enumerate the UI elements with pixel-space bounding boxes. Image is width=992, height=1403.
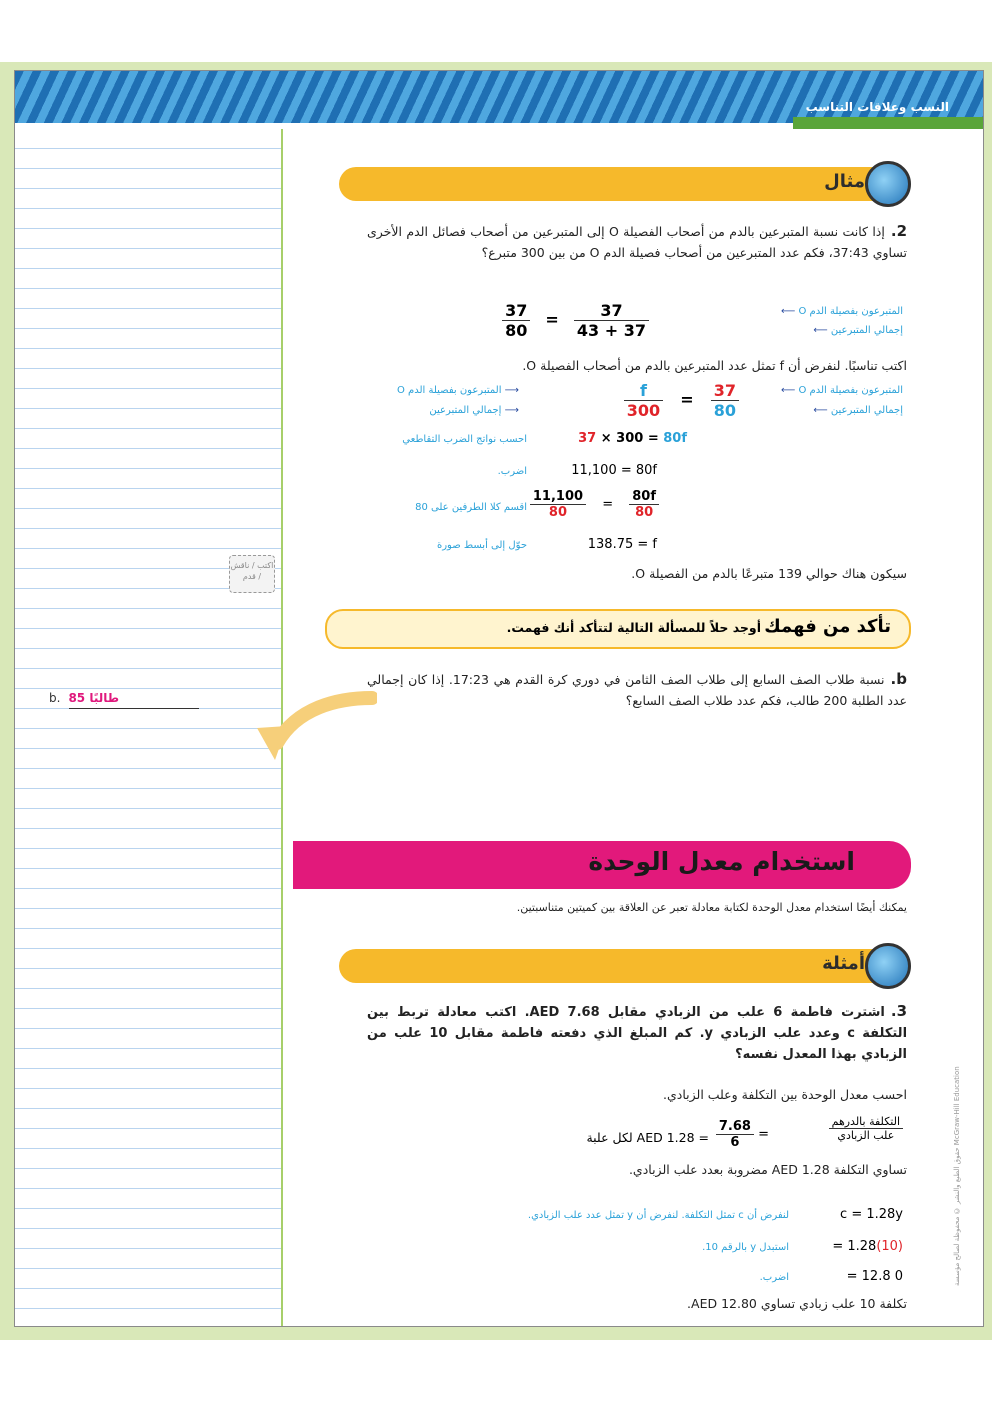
step1-b: × 300 = [600, 431, 659, 446]
label-total-2-text: إجمالي المتبرعين [830, 405, 903, 416]
answer-line [69, 708, 199, 709]
word-fraction [829, 1115, 903, 1142]
label-o-1-text: المتبرعون بفصيلة الدم O [798, 306, 903, 317]
label-o-2: المتبرعون بفصيلة الدم O ⟵ [780, 385, 903, 396]
example2-number: 2. [890, 222, 907, 240]
check-question-text: نسبة طلاب الصف السابع إلى طلاب الصف الثامن في دوري كرة القدم هي 17:23. إذا كان إجمالي عدد الطلبة 200 طالب، فكم عدد طلاب الصف السابع؟ [367, 672, 907, 708]
example3-question-text: اشترت فاطمة 6 علب من الزبادي مقابل AED 7.68. اكتب معادلة تربط بين التكلفة c وعدد علب الزبادي y. كم المبلغ الذي دفعته فاطمة مقابل 10 علب من الزبادي بهذا المعدل نفسه؟ [367, 1005, 908, 1062]
chapter-bar [793, 117, 983, 129]
eq2-a: = 1.28 [832, 1239, 877, 1254]
step2-note: اضرب. [497, 466, 527, 477]
page-background [0, 62, 992, 1340]
step4-expr: 138.75 = f [587, 537, 657, 552]
example2-question-text: إذا كانت نسبة المتبرعين بالدم من أصحاب الفصيلة O إلى المتبرعين من أصحاب فصائل الدم الأخرى تساوي 37:43، فكم عدد المتبرعين من أصحاب فصيلة الدم O من بين 300 متبرع؟ [367, 224, 907, 260]
p-f: f [624, 381, 663, 401]
example3-step-intro: احسب معدل الوحدة بين التكلفة وعلب الزبادي. [663, 1087, 907, 1102]
example-heading-bar [339, 167, 909, 201]
step3-note: اقسم كلا الطرفين على 80 [415, 502, 527, 513]
num-fraction: = $\frac{7.68}{6}$ [716, 1119, 769, 1150]
section-intro: يمكنك أيضًا استخدام معدل الوحدة لكتابة معادلة تعبر عن العلاقة بين كميتين متناسبتين. [516, 901, 907, 914]
left-label-total-text: إجمالي المتبرعين [429, 405, 502, 416]
p-80: 80 [713, 401, 736, 420]
example3-number: 3. [890, 1002, 907, 1020]
word-frac-num: التكلفة بالدرهم [829, 1115, 903, 1129]
eq3-note: اضرب. [759, 1272, 789, 1283]
eq3: = 12.8 0 [846, 1269, 903, 1284]
left-label-o-text: المتبرعون بفصيلة الدم O [396, 385, 502, 396]
eq2 [832, 1239, 903, 1254]
example2-question [367, 221, 907, 263]
check-letter: b. [890, 670, 907, 688]
rate-line: تساوي التكلفة AED 1.28 مضروبة بعدد علب الزبادي. [628, 1162, 907, 1177]
eq1-note: لنفرض أن c تمثل التكلفة. لنفرض أن y تمثل عدد علب الزبادي. [527, 1210, 789, 1221]
section-bar [293, 841, 911, 889]
p-300: 300 [626, 401, 661, 420]
p-37: 37 [711, 381, 739, 401]
main-content [289, 129, 959, 1326]
frac-den: 6 [730, 1135, 740, 1150]
step1-c: 80f [663, 431, 687, 446]
step3-num-b: 80f [629, 489, 659, 505]
label-total-1: إجمالي المتبرعين ⟵ [813, 325, 903, 336]
frac1-den: 80 [505, 321, 528, 340]
rate-result: = AED 1.28 لكل علبة [586, 1130, 709, 1145]
step1-expr [578, 431, 687, 446]
label-total-1-text: إجمالي المتبرعين [830, 325, 903, 336]
eq-sign: = [545, 310, 559, 329]
check-title: تأكد من فهمك [764, 616, 891, 637]
note-icon: اكتب / ناقش / قدم [229, 555, 275, 593]
step3-den-b: 80 [635, 505, 654, 520]
step4-note: حوّل إلى أبسط صورة [436, 540, 527, 551]
frac2 [574, 301, 649, 340]
eq2-b: (10) [876, 1239, 903, 1254]
example2-conclusion: سيكون هناك حوالي 139 متبرعًا بالدم من الفصيلة O. [631, 566, 907, 581]
step1-a: 37 [578, 431, 597, 446]
left-label-o: ⟶ المتبرعون بفصيلة الدم O [396, 385, 519, 396]
step2-expr: 11,100 = 80f [571, 463, 657, 478]
proportion: $\frac{f}{300}$ = $\frac{37}{80}$ [624, 381, 739, 420]
example3-conclusion: تكلفة 10 علب زبادي تساوي AED 12.80. [687, 1296, 907, 1311]
step3-num-a: 11,100 [530, 489, 586, 505]
answer-letter: b. [49, 691, 61, 705]
label-o-2-text: المتبرعون بفصيلة الدم O [798, 385, 903, 396]
chapter-title: النسب وعلاقات التناسب [805, 100, 949, 114]
examples-heading: أمثلة [822, 953, 865, 974]
label-total-2: إجمالي المتبرعين ⟵ [813, 405, 903, 416]
frac2-den: 43 + 37 [576, 321, 646, 340]
proportion-intro: اكتب تناسبًا. لنفرض أن f تمثل عدد المتبرعين بالدم من أصحاب الفصيلة O. [522, 358, 907, 373]
page-sheet [14, 70, 984, 1327]
check-bar [325, 609, 911, 649]
frac1 [502, 301, 530, 340]
answer-value: 85 طالبًا [68, 691, 120, 705]
step1-note: احسب نواتج الضرب التقاطعي [402, 434, 527, 445]
label-o-1: المتبرعون بفصيلة الدم O ⟵ [780, 306, 903, 317]
step3-den-a: 80 [548, 505, 568, 520]
check-question [367, 669, 907, 711]
notes-column [15, 129, 281, 1326]
word-frac-den: علب الزبادي [837, 1129, 895, 1142]
frac-num: 7.68 [716, 1119, 754, 1135]
examples-heading-bar [339, 949, 909, 983]
eq1: c = 1.28y [840, 1207, 903, 1222]
example-heading: مثال [824, 171, 865, 192]
side-credit: حقوق الطبع والنشر © محفوظة لصالح مؤسسة McGraw-Hill Education [953, 1066, 961, 1286]
section-title: استخدام معدل الوحدة [588, 847, 855, 876]
frac2-num: 37 [574, 301, 649, 321]
example3-question [367, 1001, 907, 1065]
margin-answer [49, 691, 119, 705]
frac1-num: 37 [502, 301, 530, 321]
header-banner [15, 71, 983, 123]
ratio-fractions [502, 301, 649, 340]
step3-expr: $\frac{11,100}{80}$ = $\frac{80f}{80}$ [530, 489, 659, 520]
left-label-total: ⟶ إجمالي المتبرعين [429, 405, 519, 416]
eq2-note: استبدل y بالرقم 10. [702, 1242, 789, 1253]
globe-icon-2 [865, 943, 911, 989]
globe-icon [865, 161, 911, 207]
check-instruction: أوجد حلاً للمسألة التالية لتتأكد أنك فهمت. [506, 620, 761, 635]
